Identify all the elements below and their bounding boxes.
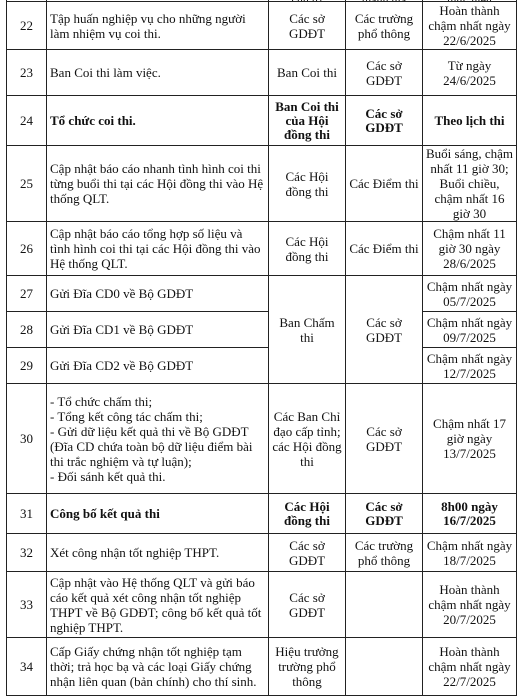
row-coop: Các sở GDĐT <box>346 50 423 96</box>
row-lead: Các Hội đồng thi <box>269 146 346 222</box>
row-task: Tập huấn nghiệp vụ cho những người làm nhiệm vụ coi thi. <box>47 2 269 50</box>
row-time: Chậm nhất ngày 12/7/2025 <box>423 348 517 384</box>
table-row <box>7 50 517 96</box>
row-task: Cập nhật báo cáo nhanh tình hình coi thi từng buổi thi tại các Hội đồng thi vào Hệ thống QLT. <box>47 146 269 222</box>
table-row <box>7 534 517 572</box>
row-task: Cập nhật vào Hệ thống QLT và gửi báo cáo kết quả xét công nhận tốt nghiệp THPT về Bộ GDĐT; công bố kết quả tốt nghiệp THPT. <box>47 572 269 638</box>
table-row <box>7 2 517 50</box>
row-number: 34 <box>7 638 47 696</box>
task-item: - Tổ chức chấm thi; <box>50 393 153 409</box>
row-time: Chậm nhất ngày 05/7/2025 <box>423 276 517 312</box>
row-task: Công bố kết quả thi <box>47 494 269 534</box>
row-coop <box>346 638 423 696</box>
table-row-section <box>7 494 517 534</box>
row-coop: Các Điểm thi <box>346 146 423 222</box>
table-row <box>7 312 517 348</box>
row-number: 24 <box>7 96 47 146</box>
table-row <box>7 572 517 638</box>
row-time: Chậm nhất ngày 18/7/2025 <box>423 534 517 572</box>
row-number: 33 <box>7 572 47 638</box>
row-time: Chậm nhất 11 giờ 30 ngày 28/6/2025 <box>423 222 517 276</box>
row-task: Tổ chức coi thi. <box>47 96 269 146</box>
row-time: Hoàn thành chậm nhất ngày 22/6/2025 <box>423 2 517 50</box>
document-table-wrapper <box>6 0 516 696</box>
task-item: - Tổng kết công tác chấm thi; <box>50 408 203 424</box>
task-item: - Gửi dữ liệu kết quả thi về Bộ GDĐT (Đĩa CD chứa toàn bộ dữ liệu điểm bài thi trắc nghiệm và tự luận); <box>50 423 253 469</box>
row-task-list <box>47 384 269 494</box>
row-coop: Các sở GDĐT <box>346 384 423 494</box>
row-number: 23 <box>7 50 47 96</box>
table-row <box>7 348 517 384</box>
row-time: Chậm nhất 17 giờ ngày 13/7/2025 <box>423 384 517 494</box>
row-coop: Các sở GDĐT <box>346 494 423 534</box>
table-row-section <box>7 96 517 146</box>
row-coop <box>346 572 423 638</box>
table-row <box>7 146 517 222</box>
merged-lead: Ban Chấm thi <box>269 276 346 384</box>
row-lead: Ban Coi thi <box>269 50 346 96</box>
row-number: 26 <box>7 222 47 276</box>
row-lead: Các Ban Chỉ đạo cấp tỉnh; các Hội đồng thi <box>269 384 346 494</box>
row-coop: Các trường phổ thông <box>346 534 423 572</box>
row-number: 29 <box>7 348 47 384</box>
table-row <box>7 222 517 276</box>
row-time: Buổi sáng, chậm nhất 11 giờ 30; Buổi chiều, chậm nhất 16 giờ 30 <box>423 146 517 222</box>
row-task: Cập nhật báo cáo tổng hợp số liệu và tình hình coi thi tại các Hội đồng thi vào Hệ thống QLT. <box>47 222 269 276</box>
row-time: Theo lịch thi <box>423 96 517 146</box>
row-lead: Hiệu trưởng trường phổ thông <box>269 638 346 696</box>
row-coop: Các Điểm thi <box>346 222 423 276</box>
row-lead: Ban Coi thi của Hội đồng thi <box>269 96 346 146</box>
row-number: 30 <box>7 384 47 494</box>
row-time: Từ ngày 24/6/2025 <box>423 50 517 96</box>
row-coop: Các sở GDĐT <box>346 96 423 146</box>
task-item: - Đối sánh kết quả thi. <box>50 468 166 484</box>
row-lead: Các sở GDĐT <box>269 2 346 50</box>
row-number: 27 <box>7 276 47 312</box>
row-number: 28 <box>7 312 47 348</box>
row-time: Hoàn thành chậm nhất ngày 22/7/2025 <box>423 638 517 696</box>
row-lead: Các sở GDĐT <box>269 572 346 638</box>
row-lead: Các Hội đồng thi <box>269 222 346 276</box>
row-time: Chậm nhất ngày 09/7/2025 <box>423 312 517 348</box>
row-lead: Các Hội đồng thi <box>269 494 346 534</box>
row-lead: Các sở GDĐT <box>269 534 346 572</box>
row-number: 32 <box>7 534 47 572</box>
row-number: 31 <box>7 494 47 534</box>
row-task: Xét công nhận tốt nghiệp THPT. <box>47 534 269 572</box>
table-row <box>7 384 517 494</box>
row-number: 25 <box>7 146 47 222</box>
merged-coop: Các sở GDĐT <box>346 276 423 384</box>
table-row <box>7 276 517 312</box>
row-task: Gửi Đĩa CD0 về Bộ GDĐT <box>47 276 269 312</box>
row-time: 8h00 ngày 16/7/2025 <box>423 494 517 534</box>
row-task: Cấp Giấy chứng nhận tốt nghiệp tạm thời; trả học bạ và các loại Giấy chứng nhận liên quan (bản chính) cho thí sinh. <box>47 638 269 696</box>
row-number: 22 <box>7 2 47 50</box>
row-coop: Các trường phổ thông <box>346 2 423 50</box>
row-task: Gửi Đĩa CD2 về Bộ GDĐT <box>47 348 269 384</box>
row-time: Hoàn thành chậm nhất ngày 20/7/2025 <box>423 572 517 638</box>
row-task: Gửi Đĩa CD1 về Bộ GDĐT <box>47 312 269 348</box>
schedule-table <box>6 0 517 696</box>
table-row <box>7 638 517 696</box>
row-task: Ban Coi thi làm việc. <box>47 50 269 96</box>
